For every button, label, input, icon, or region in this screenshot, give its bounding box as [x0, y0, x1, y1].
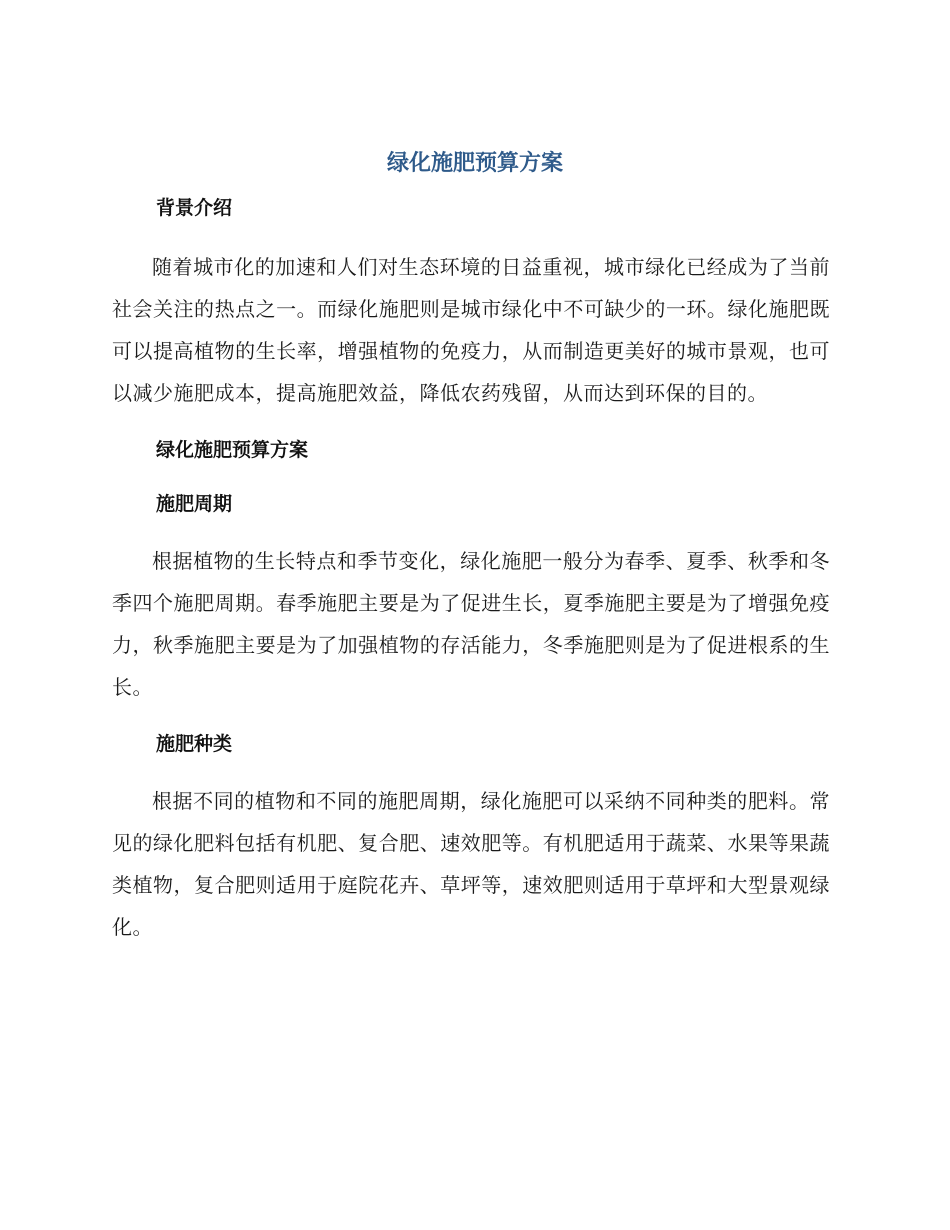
document-title: 绿化施肥预算方案 — [386, 151, 563, 176]
section-heading-background: 背景介绍 — [156, 197, 233, 219]
paragraph-fertilizer-types: 根据不同的植物和不同的施肥周期，绿化施肥可以采纳不同种类的肥料。常见的绿化肥料包括有机肥、复合肥、速效肥等。有机肥适用于蔬菜、水果等果蔬类植物，复合肥则适用于庭院花卉、草坪等，速效肥则适用于草坪和大型景观绿化。 — [112, 789, 830, 939]
paragraph-background: 随着城市化的加速和人们对生态环境的日益重视，城市绿化已经成为了当前社会关注的热点之一。而绿化施肥则是城市绿化中不可缺少的一环。绿化施肥既可以提高植物的生长率，增强植物的免疫力，从而制造更美好的城市景观，也可以减少施肥成本，提高施肥效益，降低农药残留，从而达到环保的目的。 — [112, 255, 830, 405]
document-body — [112, 190, 830, 948]
section-heading-budget-plan: 绿化施肥预算方案 — [156, 439, 309, 461]
paragraph-fertilizing-cycle: 根据植物的生长特点和季节变化，绿化施肥一般分为春季、夏季、秋季和冬季四个施肥周期。春季施肥主要是为了促进生长，夏季施肥主要是为了增强免疫力，秋季施肥主要是为了加强植物的存活能力，冬季施肥则是为了促进根系的生长。 — [112, 549, 830, 699]
section-heading-fertilizer-types: 施肥种类 — [156, 733, 233, 755]
section-heading-fertilizing-cycle: 施肥周期 — [156, 493, 233, 515]
